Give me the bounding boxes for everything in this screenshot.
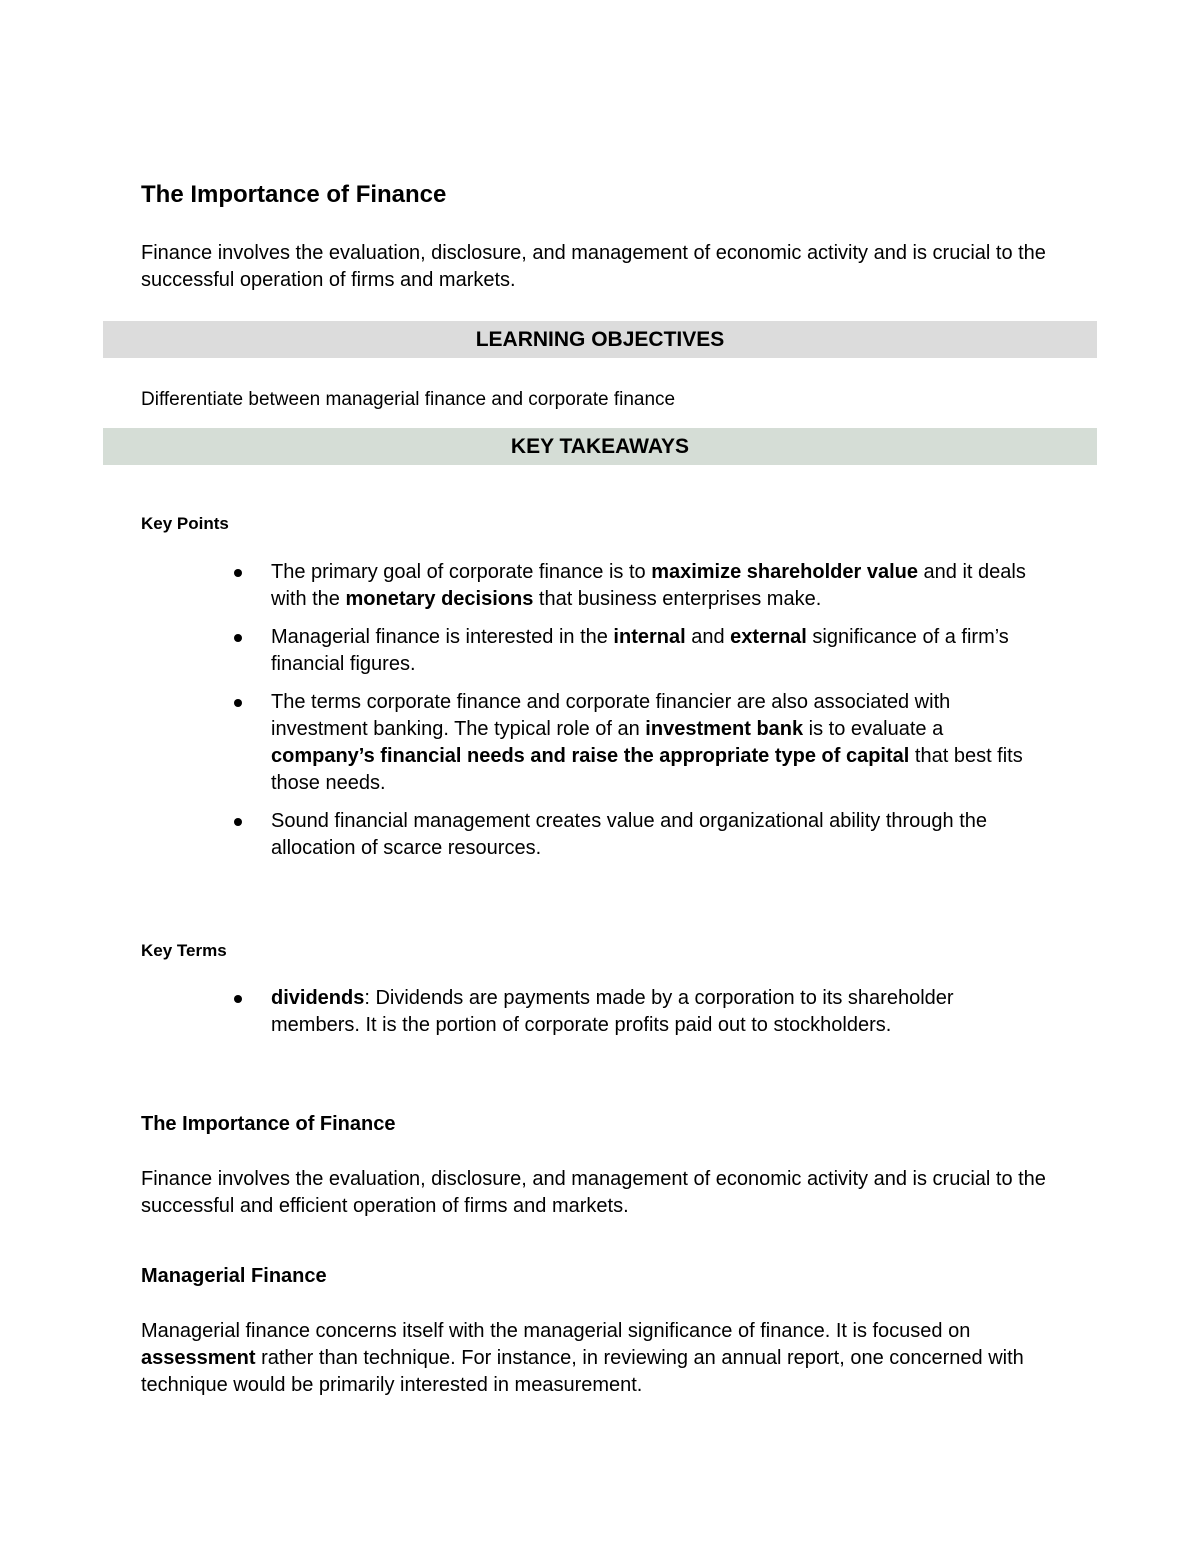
bullet-item bbox=[230, 985, 1030, 1039]
learning-objective-item: Differentiate between managerial finance and corporate finance bbox=[141, 389, 676, 410]
text-run: The primary goal of corporate finance is to bbox=[271, 561, 652, 583]
bold-text: investment bank bbox=[645, 718, 804, 740]
bold-text: dividends bbox=[271, 987, 365, 1009]
text-run: that business enterprises make. bbox=[533, 588, 822, 610]
bullet-dot-icon bbox=[234, 995, 242, 1003]
text-run: is to evaluate a bbox=[803, 718, 944, 740]
bullet-dot-icon bbox=[234, 569, 242, 577]
bullet-item bbox=[230, 559, 1030, 613]
bold-text: assessment bbox=[141, 1347, 256, 1369]
bold-text: monetary decisions bbox=[345, 588, 534, 610]
bold-text: external bbox=[730, 626, 807, 648]
text-run: rather than technique. For instance, in reviewing an annual report, one concerned with technique would be primarily interested in measurement. bbox=[141, 1347, 1024, 1396]
section-managerial-heading: Managerial Finance bbox=[141, 1265, 327, 1287]
bold-text: maximize shareholder value bbox=[651, 561, 918, 583]
bullet-item bbox=[230, 624, 1030, 678]
key-points-list bbox=[230, 559, 1030, 873]
key-takeaways-heading: KEY TAKEAWAYS bbox=[510, 434, 690, 458]
text-run: The terms corporate finance and corporate financier are also associated with investment banking. The typical role of an bbox=[271, 691, 951, 740]
page-title: The Importance of Finance bbox=[141, 181, 447, 208]
bold-text: internal bbox=[613, 626, 686, 648]
key-points-label: Key Points bbox=[141, 514, 229, 533]
section-importance-heading: The Importance of Finance bbox=[141, 1113, 396, 1135]
key-terms-list bbox=[230, 985, 1030, 1050]
text-run: Sound financial management creates value and organizational ability through the allocation of scarce resources. bbox=[271, 810, 988, 859]
learning-objectives-banner bbox=[103, 321, 1097, 358]
key-takeaways-banner bbox=[103, 428, 1097, 465]
bullet-dot-icon bbox=[234, 818, 242, 826]
section-managerial-body bbox=[141, 1318, 1071, 1399]
text-run: : Dividends are payments made by a corporation to its shareholder members. It is the portion of corporate profits paid out to stockholders. bbox=[271, 987, 954, 1036]
text-run: Managerial finance is interested in the bbox=[271, 626, 614, 648]
text-run: significance of a firm’s financial figures. bbox=[271, 626, 1009, 675]
bullet-item bbox=[230, 689, 1030, 797]
bullet-dot-icon bbox=[234, 699, 242, 707]
text-run: and bbox=[685, 626, 731, 648]
section-importance-body: Finance involves the evaluation, disclosure, and management of economic activity and is crucial to the successful and efficient operation of firms and markets. bbox=[141, 1168, 1046, 1217]
intro-paragraph: Finance involves the evaluation, disclosure, and management of economic activity and is crucial to the successful operation of firms and markets. bbox=[141, 242, 1046, 291]
key-terms-label: Key Terms bbox=[141, 941, 227, 960]
text-run: and it deals with the bbox=[271, 561, 1026, 610]
bold-text: company’s financial needs and raise the appropriate type of capital bbox=[271, 745, 910, 767]
bullet-dot-icon bbox=[234, 634, 242, 642]
learning-objectives-heading: LEARNING OBJECTIVES bbox=[475, 327, 725, 351]
text-run: Managerial finance concerns itself with the managerial significance of finance. It is focused on bbox=[141, 1320, 971, 1342]
bullet-item bbox=[230, 808, 1030, 862]
text-run: that best fits those needs. bbox=[271, 745, 1023, 794]
